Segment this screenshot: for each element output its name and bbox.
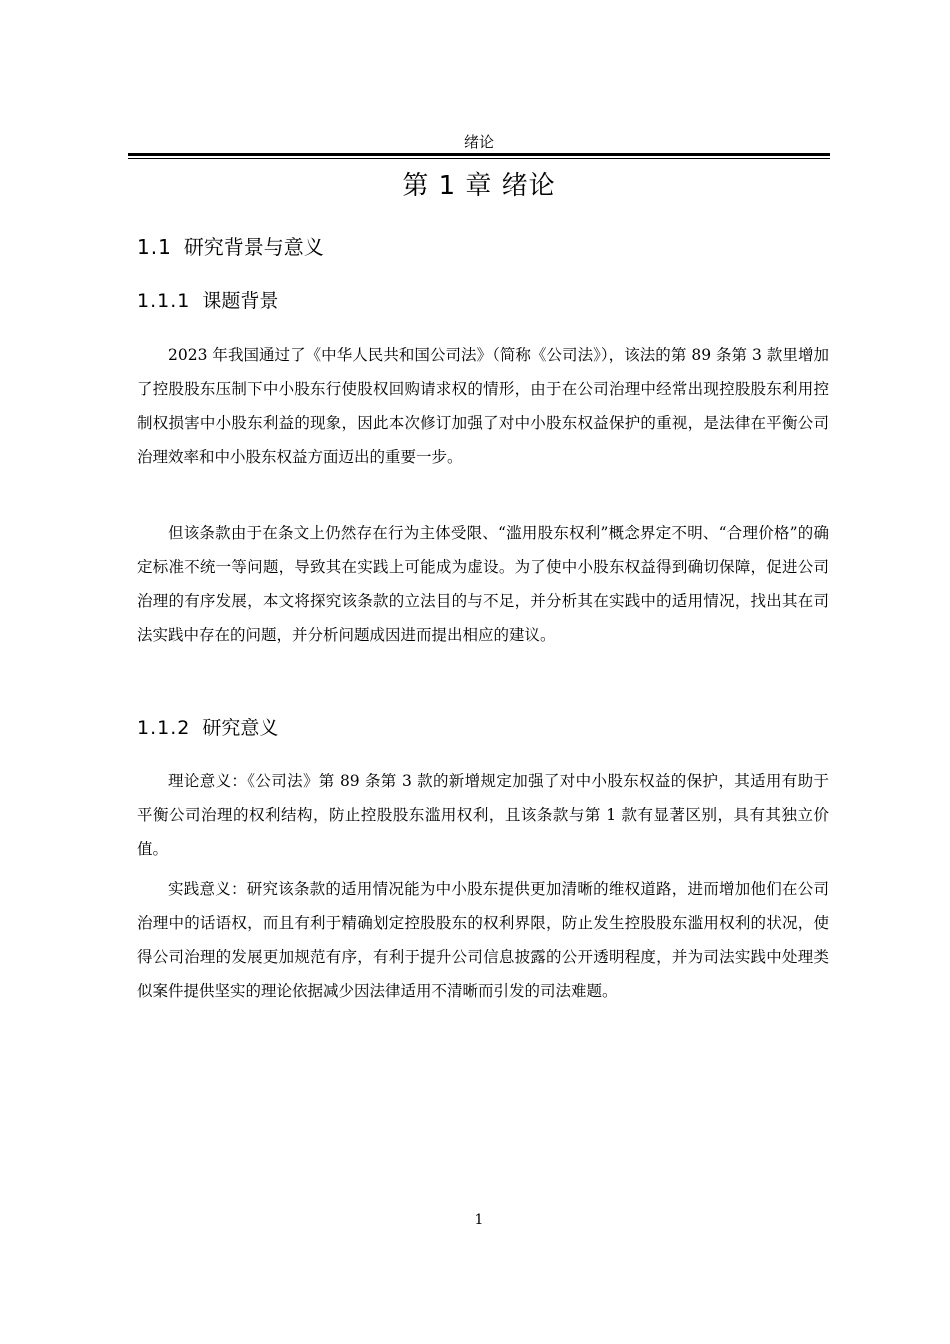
header-rule-thick [128, 153, 830, 156]
section-heading-1-1 [137, 232, 324, 262]
section-title: 课题背景 [202, 290, 279, 312]
section-number: 1.1.2 [137, 717, 191, 739]
section-number: 1.1.1 [137, 290, 191, 312]
chapter-title: 第 1 章 绪论 [402, 171, 556, 201]
running-header: 绪论 [463, 133, 494, 151]
header-rule-thin [128, 158, 830, 159]
paragraph-background-2: 但该条款由于在条文上仍然存在行为主体受限、“滥用股东权利”概念界定不明、“合理价格”的确定标准不统一等问题，导致其在实践上可能成为虚设。为了使中小股东权益得到确切保障，促进公司治理的有序发展，本文将探究该条款的立法目的与不足，并分析其在实践中的适用情况，找出其在司法实践中存在的问题，并分析问题成因进而提出相应的建议。 [137, 524, 829, 644]
paragraph-significance-theory: 理论意义：《公司法》第 89 条第 3 款的新增规定加强了对中小股东权益的保护，其适用有助于平衡公司治理的权利结构，防止控股股东滥用权利，且该条款与第 1 款有显著区别，具有其独立价值。 [137, 772, 830, 858]
page-number: 1 [474, 1212, 484, 1228]
paragraph-background-1: 2023 年我国通过了《中华人民共和国公司法》（简称《公司法》），该法的第 89 条第 3 款里增加了控股股东压制下中小股东行使股权回购请求权的情形，由于在公司治理中经常出现控股股东利用控制权损害中小股东利益的现象，因此本次修订加强了对中小股东权益保护的重视，是法律在平衡公司治理效率和中小股东权益方面迈出的重要一步。 [137, 346, 829, 466]
paragraph-significance-practice: 实践意义：研究该条款的适用情况能为中小股东提供更加清晰的维权道路，进而增加他们在公司治理中的话语权，而且有利于精确划定控股股东的权利界限，防止发生控股股东滥用权利的状况，使得公司治理的发展更加规范有序，有利于提升公司信息披露的公开透明程度，并为司法实践中处理类似案件提供坚实的理论依据减少因法律适用不清晰而引发的司法难题。 [137, 880, 829, 1000]
section-heading-1-1-1 [137, 286, 278, 316]
section-title: 研究意义 [202, 717, 279, 739]
section-title: 研究背景与意义 [183, 235, 324, 259]
section-number: 1.1 [137, 235, 172, 259]
section-heading-1-1-2 [137, 713, 278, 743]
